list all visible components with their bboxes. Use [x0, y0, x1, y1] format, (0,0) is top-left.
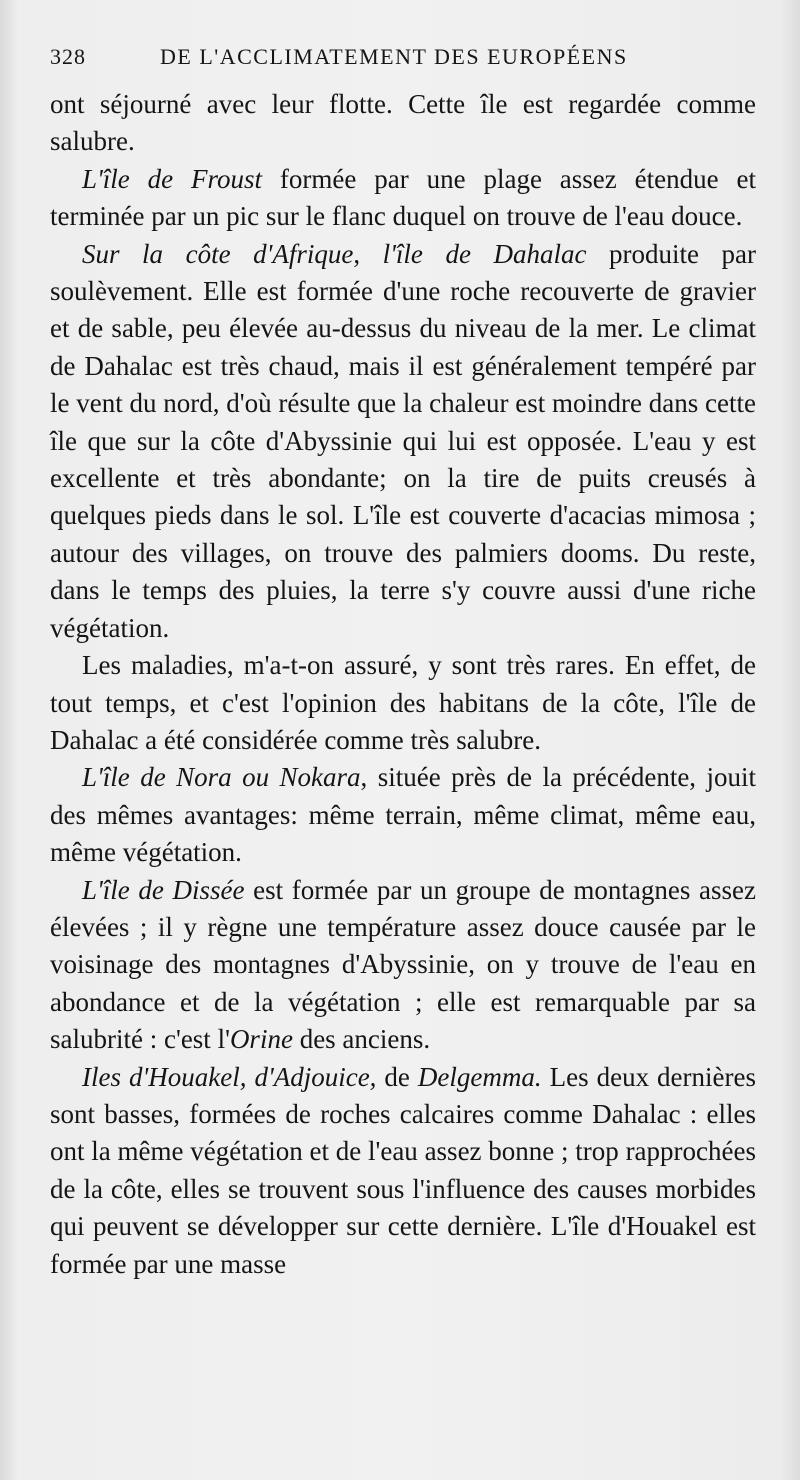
- paragraph-text: ont séjourné avec leur flotte. Cette île est regardée comme salubre.: [50, 89, 756, 157]
- separator: ,: [353, 238, 383, 269]
- island-name: L'île de Dissée: [82, 874, 245, 905]
- island-name: l'île de Dahalac: [382, 238, 587, 269]
- ancient-name: Orine: [229, 1024, 293, 1055]
- paragraph-6: [50, 872, 756, 1059]
- running-title: DE L'ACCLIMATEMENT DES EUROPÉENS: [160, 44, 628, 69]
- paragraph-text-end: des anciens.: [292, 1024, 431, 1055]
- paragraph-2: [50, 161, 756, 236]
- paragraph-text: est formée par un groupe de montagnes assez élevées ; il y règne une température assez douce causée par le voisinage des montagnes d'Abyssinie, on y trouve de l'eau en abondance et de la végétation ; elle est remarquable par sa salubrité : c'est l': [50, 874, 756, 1055]
- paragraph-5: [50, 759, 756, 871]
- island-name: L'île de Nora ou Nokara: [82, 762, 361, 793]
- paragraph-7: [50, 1059, 756, 1283]
- connector: de: [376, 1061, 418, 1092]
- paragraph-text: produite par soulèvement. Elle est formée d'une roche recouverte de gravier et de sable, peu élevée au-dessus du niveau de la mer. Le climat de Dahalac est très chaud, mais il est généralement tempéré par le vent du nord, d'où résulte que la chaleur est moindre dans cette île que sur la côte d'Abyssinie qui lui est opposée. L'eau y est excellente et très abondante; on la tire de puits creusés à quelques pieds dans le sol. L'île est couverte d'acacias mimosa ; autour des villages, on trouve des palmiers dooms. Du reste, dans le temps des pluies, la terre s'y couvre aussi d'une riche végétation.: [50, 238, 756, 643]
- paragraph-1: [50, 86, 756, 161]
- island-names: Iles d'Houakel, d'Adjouice,: [82, 1061, 377, 1092]
- body-text: [50, 86, 756, 1283]
- paragraph-text: , située près de la précédente, jouit des mêmes avantages: même terrain, même climat, même eau, même végétation.: [50, 762, 756, 868]
- section-heading: Sur la côte d'Afrique: [82, 238, 354, 269]
- page-header: [50, 44, 750, 80]
- paragraph-text: Les deux dernières sont basses, formées de roches calcaires comme Dahalac : elles ont la même végétation et de l'eau assez bonne ; trop rapprochées de la côte, elles se trouvent sous l'influence des causes morbides qui peuvent se développer sur cette dernière. L'île d'Houakel est formée par une masse: [50, 1061, 756, 1279]
- island-name: L'île de Froust: [82, 163, 263, 194]
- island-name: Delgemma.: [417, 1061, 542, 1092]
- paragraph-3: [50, 236, 756, 647]
- paragraph-text: formée par une plage assez étendue et terminée par un pic sur le flanc duquel on trouve de l'eau douce.: [50, 163, 756, 232]
- page-number: 328: [50, 44, 86, 69]
- paragraph-4: [50, 647, 756, 759]
- paragraph-text: Les maladies, m'a-t-on assuré, y sont très rares. En effet, de tout temps, et c'est l'opinion des habitans de la côte, l'île de Dahalac a été considérée comme très salubre.: [50, 650, 756, 755]
